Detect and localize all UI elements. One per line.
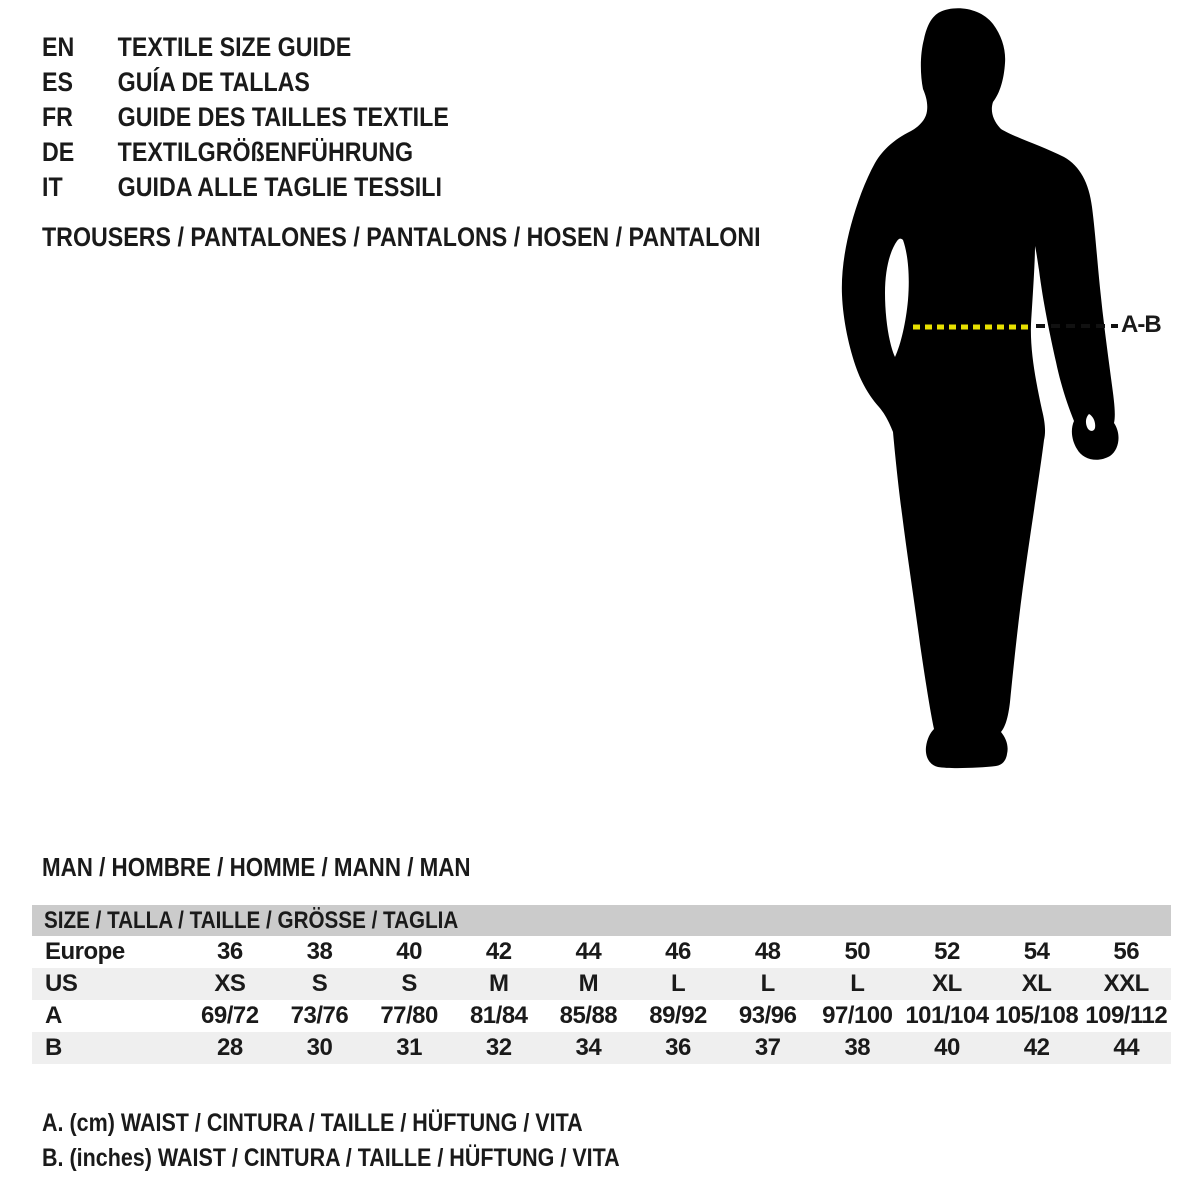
size-cell: 36 [216, 938, 243, 965]
size-cell: 97/100 [822, 1002, 893, 1029]
size-cell: S [401, 970, 417, 997]
size-cell: 40 [396, 938, 422, 965]
size-cell: M [488, 970, 509, 997]
size-table [32, 905, 1171, 1064]
size-cell: 105/108 [994, 1002, 1079, 1029]
size-cell: 42 [485, 938, 512, 965]
size-cell: 85/88 [559, 1002, 618, 1029]
size-table-body [32, 936, 1171, 1064]
language-label: TEXTILGRÖßENFÜHRUNG [117, 137, 414, 167]
gender-heading: MAN / HOMBRE / HOMME / MANN / MAN [42, 852, 471, 882]
category-heading: TROUSERS / PANTALONES / PANTALONS / HOSEN / PANTALONI [42, 222, 761, 252]
size-cell: L [670, 970, 686, 997]
size-cell: 44 [1113, 1034, 1140, 1061]
size-cell: 44 [575, 938, 602, 965]
row-label: A [45, 1002, 62, 1029]
language-code: FR [42, 102, 73, 132]
size-cell: XXL [1103, 970, 1149, 997]
size-table-header-label: SIZE / TALLA / TAILLE / GRÖSSE / TAGLIA [44, 907, 459, 934]
language-label: GUÍA DE TALLAS [117, 67, 310, 97]
size-cell: 38 [306, 938, 333, 965]
row-label: US [45, 970, 78, 997]
language-label: GUIDE DES TAILLES TEXTILE [117, 102, 449, 132]
size-cell: XL [1021, 970, 1052, 997]
measurement-note-cm: A. (cm) WAIST / CINTURA / TAILLE / HÜFTUNG / VITA [42, 1109, 583, 1137]
size-cell: XL [932, 970, 962, 997]
size-cell: 69/72 [201, 1002, 259, 1029]
size-cell: 34 [575, 1034, 602, 1061]
size-cell: 52 [934, 938, 960, 965]
size-cell: 89/92 [649, 1002, 707, 1029]
size-cell: 30 [306, 1034, 333, 1061]
size-table-row-b [32, 1032, 1171, 1064]
size-cell: 109/112 [1085, 1002, 1168, 1029]
size-cell: 93/96 [738, 1002, 797, 1029]
size-cell: 32 [485, 1034, 512, 1061]
size-cell: S [311, 970, 328, 997]
language-label: GUIDA ALLE TAGLIE TESSILI [117, 172, 442, 202]
size-cell: 37 [754, 1034, 781, 1061]
size-cell: 48 [754, 938, 781, 965]
size-cell: 28 [216, 1034, 243, 1061]
size-cell: L [760, 970, 775, 997]
size-cell: 54 [1023, 938, 1050, 965]
size-cell: 101/104 [905, 1002, 989, 1029]
size-table-header [32, 905, 1171, 936]
size-cell: 56 [1113, 938, 1140, 965]
size-cell: M [578, 970, 599, 997]
language-label: TEXTILE SIZE GUIDE [117, 32, 352, 62]
size-table-row-europe [32, 936, 1171, 968]
size-cell: 73/76 [290, 1002, 349, 1029]
size-cell: 81/84 [469, 1002, 528, 1029]
size-cell: 36 [665, 1034, 691, 1061]
size-cell: 38 [844, 1034, 871, 1061]
size-cell: 50 [844, 938, 871, 965]
man-silhouette [842, 8, 1119, 768]
language-code: IT [42, 172, 63, 202]
size-table-row-a [32, 1000, 1171, 1032]
size-cell: 31 [396, 1034, 422, 1061]
size-cell: 40 [934, 1034, 960, 1061]
size-cell: XS [214, 970, 246, 997]
size-table-row-us [32, 968, 1171, 1000]
size-cell: 46 [665, 938, 691, 965]
measurement-note-inches: B. (inches) WAIST / CINTURA / TAILLE / HÜFTUNG / VITA [42, 1144, 620, 1172]
language-code: EN [42, 32, 75, 62]
measurement-notes [42, 1106, 620, 1176]
size-cell: L [850, 970, 865, 997]
language-code: ES [42, 67, 73, 97]
row-label: B [45, 1034, 62, 1061]
size-cell: 42 [1023, 1034, 1050, 1061]
row-label: Europe [45, 938, 125, 965]
language-code: DE [42, 137, 75, 167]
size-cell: 77/80 [380, 1002, 438, 1029]
waist-measure-label: A-B [1121, 311, 1161, 338]
